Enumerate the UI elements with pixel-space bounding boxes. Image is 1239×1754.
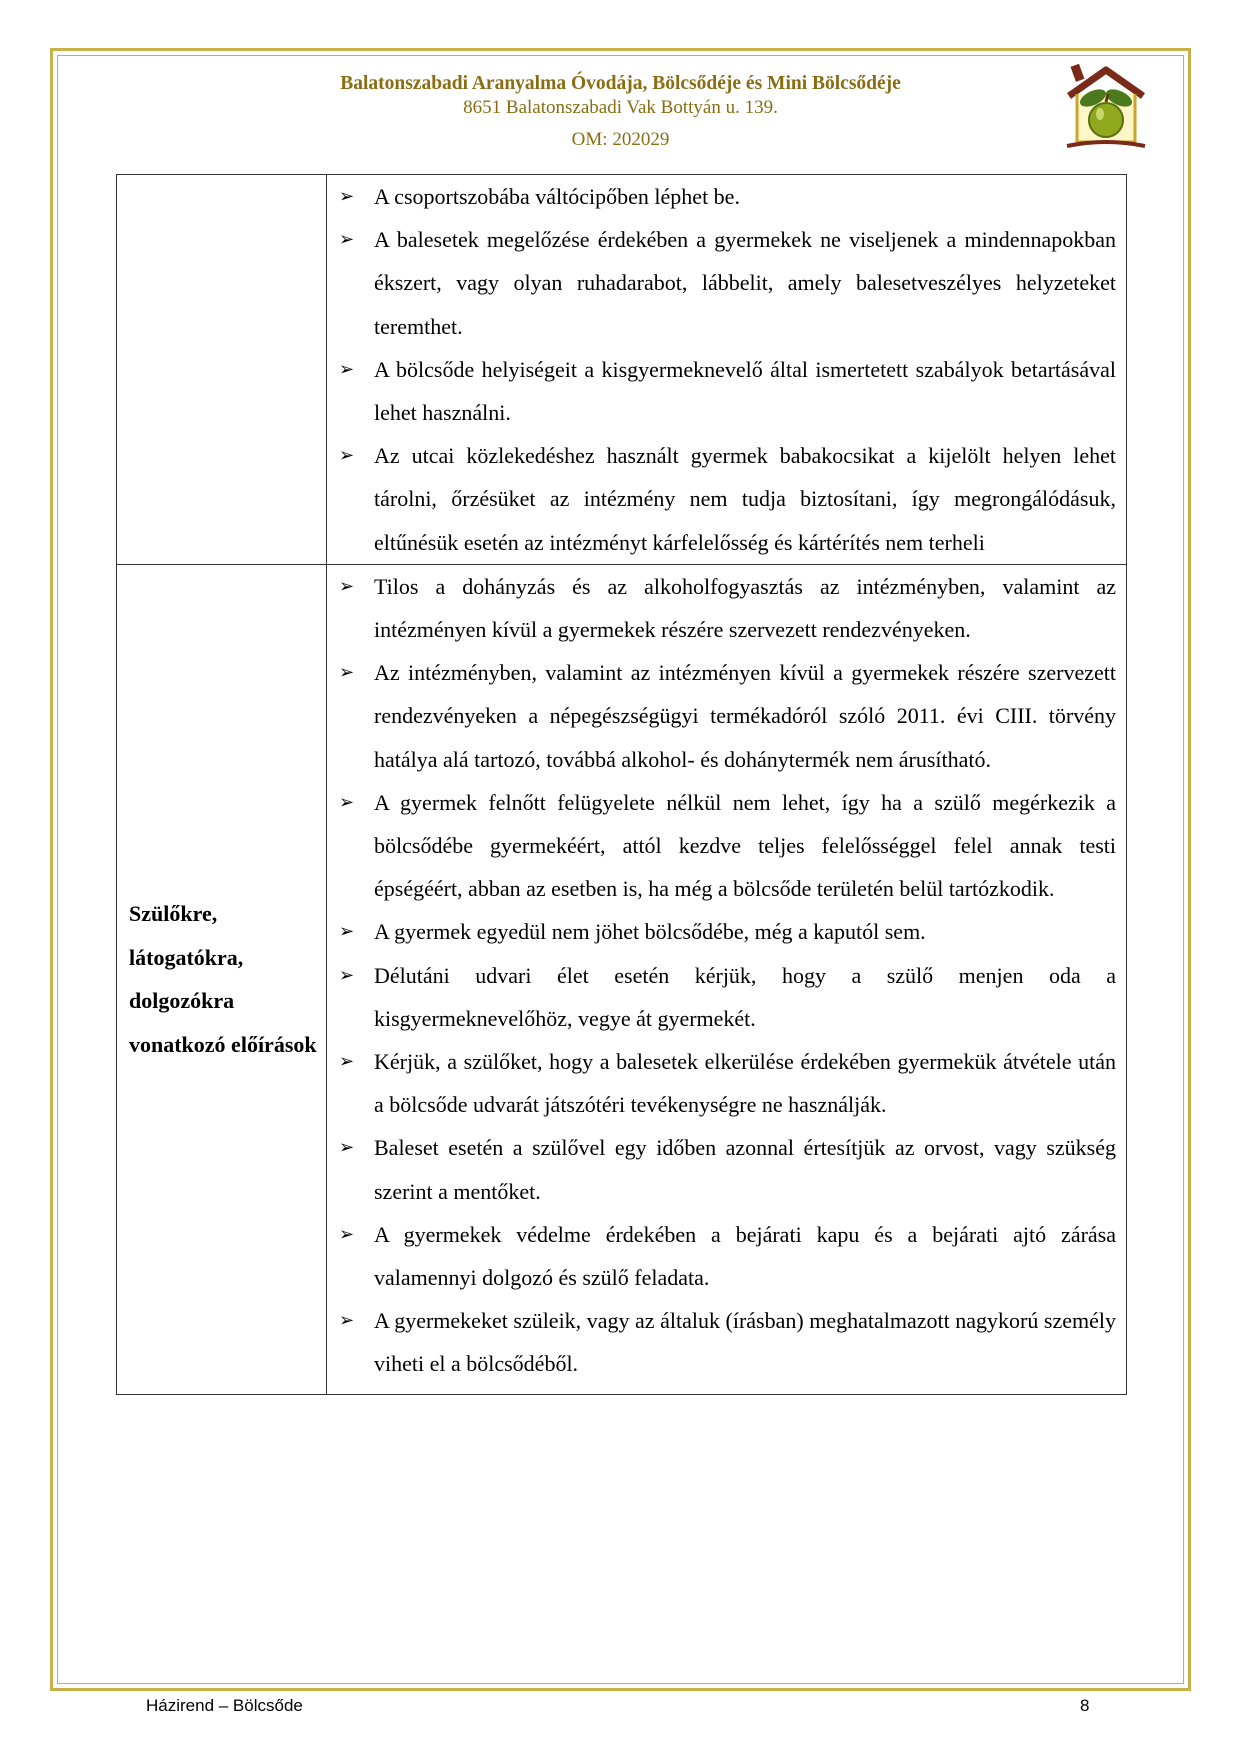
list-item: ➢ A bölcsőde helyiségeit a kisgyermeknevelő által ismertetett szabályok betartásával lehet használni. <box>339 348 1116 434</box>
page-header <box>57 72 1184 152</box>
list-item: ➢ A csoportszobába váltócipőben léphet be. <box>339 175 1116 218</box>
rules-table <box>116 174 1127 1395</box>
institution-address: 8651 Balatonszabadi Vak Bottyán u. 139. <box>463 97 778 118</box>
table-row <box>117 564 1127 1394</box>
table-row <box>117 175 1127 565</box>
arrow-bullet-icon: ➢ <box>339 445 355 467</box>
institution-om: OM: 202029 <box>571 129 670 150</box>
arrow-bullet-icon: ➢ <box>339 229 355 251</box>
row-label-cell <box>117 564 327 1394</box>
footer-doc-title: Házirend – Bölcsőde <box>146 1696 303 1715</box>
footer-page-number: 8 <box>1080 1696 1090 1715</box>
arrow-bullet-icon: ➢ <box>339 1310 355 1332</box>
institution-name: Balatonszabadi Aranyalma Óvodája, Bölcsődéje és Mini Bölcsődéje <box>340 73 901 94</box>
arrow-bullet-icon: ➢ <box>339 1051 355 1073</box>
list-item: ➢ A gyermekeket szüleik, vagy az általuk (írásban) meghatalmazott nagykorú személy viheti el a bölcsődéből. <box>339 1299 1116 1393</box>
list-item: ➢ Tilos a dohányzás és az alkoholfogyasztás az intézményben, valamint az intézményen kívül a gyermekek részére szervezett rendezvényeken. <box>339 565 1116 651</box>
list-item: ➢ A gyermek felnőtt felügyelete nélkül nem lehet, így ha a szülő megérkezik a bölcsődébe gyermekéért, attól kezdve teljes felelősséggel felel annak testi épségéért, abban az esetben is, ha még a bölcsőde területén belül tartózkodik. <box>339 781 1116 911</box>
arrow-bullet-icon: ➢ <box>339 964 355 986</box>
arrow-bullet-icon: ➢ <box>339 921 355 943</box>
list-item: ➢ A gyermek egyedül nem jöhet bölcsődébe, még a kaputól sem. <box>339 910 1116 953</box>
arrow-bullet-icon: ➢ <box>339 1223 355 1245</box>
arrow-bullet-icon: ➢ <box>339 186 355 207</box>
arrow-bullet-icon: ➢ <box>339 358 355 380</box>
list-item: ➢ A gyermekek védelme érdekében a bejárati kapu és a bejárati ajtó zárása valamennyi dolgozó és szülő feladata. <box>339 1213 1116 1299</box>
row-label-cell <box>117 175 327 565</box>
list-item: ➢ A balesetek megelőzése érdekében a gyermekek ne viseljenek a mindennapokban ékszert, vagy olyan ruhadarabot, lábbelit, amely balesetveszélyes helyzeteket teremthet. <box>339 218 1116 348</box>
list-item: ➢ Az utcai közlekedéshez használt gyermek babakocsikat a kijelölt helyen lehet tárolni, őrzésüket az intézmény nem tudja biztosítani, így megrongálódásuk, eltűnésük esetén az intézményt kárfelelősség és kártérítés nem terheli <box>339 434 1116 564</box>
arrow-bullet-icon: ➢ <box>339 575 355 597</box>
row-label: Szülőkre, látogatókra, dolgozókra vonatkozó előírások <box>129 901 317 1057</box>
arrow-bullet-icon: ➢ <box>339 791 355 813</box>
row-items-cell <box>327 564 1127 1394</box>
apple-house-logo-icon <box>1063 62 1149 152</box>
list-item: ➢ Az intézményben, valamint az intézményen kívül a gyermekek részére szervezett rendezvényeken a népegészségügyi termékadóról szóló 2011. évi CIII. törvény hatálya alá tartozó, továbbá alkohol- és dohánytermék nem árusítható. <box>339 651 1116 781</box>
list-item: ➢ Kérjük, a szülőket, hogy a balesetek elkerülése érdekében gyermekük átvétele után a bölcsőde udvarát játszótéri tevékenységre ne használják. <box>339 1040 1116 1126</box>
rule-list <box>327 175 1126 564</box>
row-items-cell <box>327 175 1127 565</box>
rule-list <box>327 565 1126 1394</box>
arrow-bullet-icon: ➢ <box>339 662 355 684</box>
list-item: ➢ Baleset esetén a szülővel egy időben azonnal értesítjük az orvost, vagy szükség szerint a mentőket. <box>339 1126 1116 1212</box>
arrow-bullet-icon: ➢ <box>339 1137 355 1159</box>
list-item: ➢ Délutáni udvari élet esetén kérjük, hogy a szülő menjen oda a kisgyermeknevelőhöz, vegye át gyermekét. <box>339 954 1116 1040</box>
